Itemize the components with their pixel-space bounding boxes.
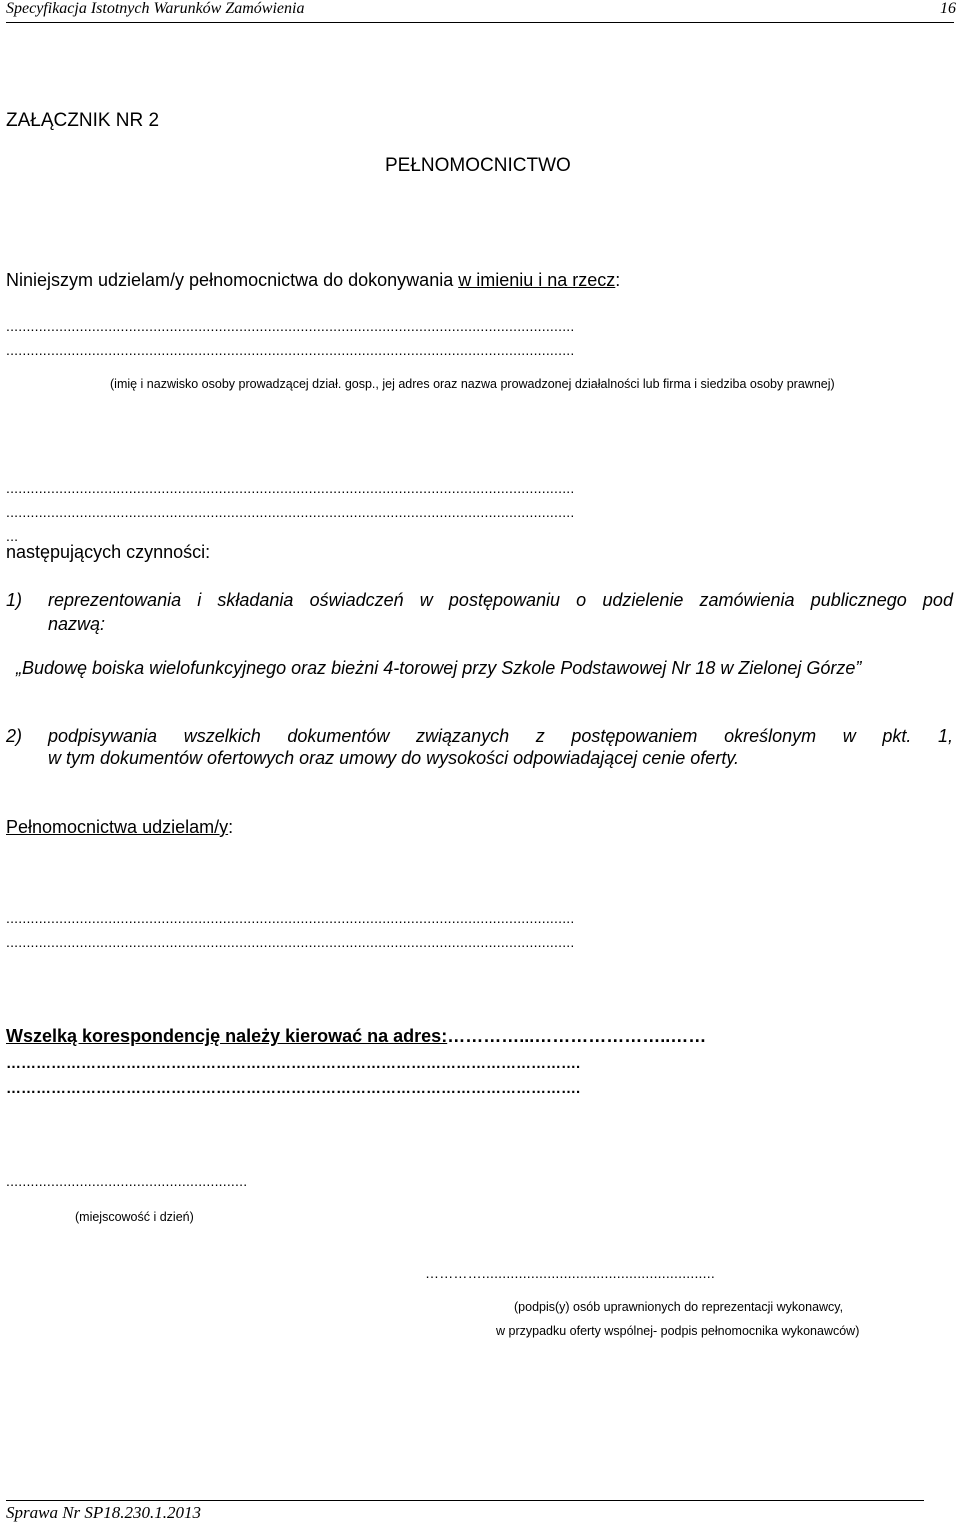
item-2-word: 1, xyxy=(937,726,953,746)
item-2-word: wszelkich xyxy=(183,726,261,746)
correspondence-tail: …………...…………………..…… xyxy=(447,1026,707,1046)
document-title: PEŁNOMOCNICTWO xyxy=(385,155,571,176)
principal-hint: (imię i nazwisko osoby prowadzącej dział. gosp., jej adres oraz nazwa prowadzonej działalności lub firma i siedziba osoby prawnej) xyxy=(110,377,835,391)
signature-label-line-1: (podpis(y) osób uprawnionych do reprezentacji wykonawcy, xyxy=(514,1300,844,1314)
item-1-number: 1) xyxy=(6,590,23,610)
item-1-word: zamówienia xyxy=(699,590,795,610)
item-2-word: związanych xyxy=(416,726,510,746)
item-1-word: reprezentowania xyxy=(48,590,182,610)
item-1-word: udzielenie xyxy=(602,590,684,610)
item-1-line-1 xyxy=(48,590,953,611)
attorney-dots-line-1: ........................................................................................................................................... xyxy=(6,480,575,496)
actions-lead: następujących czynności: xyxy=(6,542,211,562)
item-2-word: pkt. xyxy=(882,726,912,746)
intro-underlined: w imieniu i na rzecz xyxy=(458,270,616,290)
grant-dots-line-1: ........................................................................................................................................... xyxy=(6,910,575,926)
grant-heading-underlined: Pełnomocnictwa udzielam/y xyxy=(6,817,229,837)
attorney-dots-line-3: ... xyxy=(6,528,19,544)
item-1-word: w xyxy=(419,590,433,610)
item-1-word: postępowaniu xyxy=(448,590,561,610)
page-number: 16 xyxy=(940,0,956,17)
signature-dots: …………......................................................... xyxy=(425,1265,715,1281)
correspondence-dots-line-2: ……………………………………………………………………………………………………. xyxy=(6,1080,581,1097)
item-1-word: oświadczeń xyxy=(309,590,404,610)
intro-sentence xyxy=(6,270,620,291)
item-1-word: publicznego xyxy=(810,590,907,610)
place-date-dots: ........................................................... xyxy=(6,1173,248,1189)
item-2-word: dokumentów xyxy=(287,726,390,746)
grant-heading-colon: : xyxy=(228,817,234,837)
intro-lead: Niniejszym udzielam/y pełnomocnictwa do dokonywania xyxy=(6,270,459,290)
item-2-number: 2) xyxy=(6,726,23,746)
header-title: Specyfikacja Istotnych Warunków Zamówienia xyxy=(6,0,305,17)
item-2-word: w xyxy=(842,726,856,746)
item-1-word: pod xyxy=(922,590,953,610)
correspondence-dots-line-1: ……………………………………………………………………………………………………. xyxy=(6,1055,581,1072)
project-name: „Budowę boiska wielofunkcyjnego oraz bieżni 4-torowej przy Szkole Podstawowej Nr 18 w Zielonej Górze” xyxy=(16,658,862,678)
item-1-word: składania xyxy=(217,590,294,610)
item-1-line-2: nazwą: xyxy=(48,614,106,634)
footer-divider xyxy=(6,1500,924,1501)
item-2-word: z xyxy=(535,726,545,746)
item-2-word: podpisywania xyxy=(48,726,158,746)
principal-dots-line-1: ........................................................................................................................................... xyxy=(6,318,575,334)
signature-label-line-2: w przypadku oferty wspólnej- podpis pełnomocnika wykonawców) xyxy=(496,1324,860,1338)
intro-colon: : xyxy=(615,270,621,290)
item-1-word: o xyxy=(576,590,587,610)
item-1-word: i xyxy=(197,590,202,610)
principal-dots-line-2: ........................................................................................................................................... xyxy=(6,342,575,358)
correspondence-line xyxy=(6,1026,706,1047)
grant-heading xyxy=(6,817,233,838)
attorney-dots-line-2: ........................................................................................................................................... xyxy=(6,504,575,520)
grant-dots-line-2: ........................................................................................................................................... xyxy=(6,934,575,950)
header-divider xyxy=(6,22,954,23)
item-2-word: postępowaniem xyxy=(571,726,698,746)
item-2-word: określonym xyxy=(724,726,817,746)
attachment-label: ZAŁĄCZNIK NR 2 xyxy=(6,110,160,131)
place-date-label: (miejscowość i dzień) xyxy=(75,1210,194,1224)
item-2-line-2: w tym dokumentów ofertowych oraz umowy do wysokości odpowiadającej cenie oferty. xyxy=(48,748,739,768)
footer-case-number: Sprawa Nr SP18.230.1.2013 xyxy=(6,1503,202,1522)
item-2-line-1 xyxy=(48,726,953,747)
correspondence-label: Wszelką korespondencję należy kierować na adres: xyxy=(6,1026,448,1046)
